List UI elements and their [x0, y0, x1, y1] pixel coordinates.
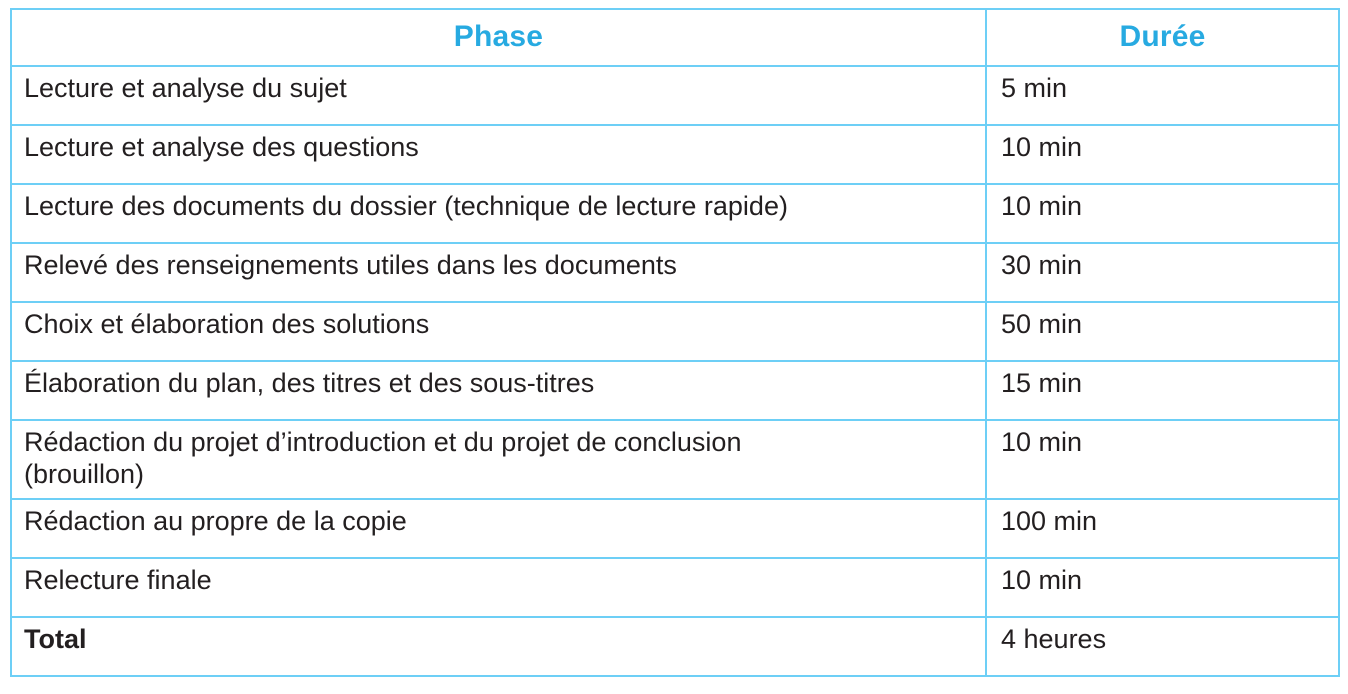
table-row: [11, 361, 1339, 420]
cell-phase: Élaboration du plan, des titres et des sous-titres: [11, 361, 986, 420]
table-row: [11, 558, 1339, 617]
cell-duree: 10 min: [986, 420, 1339, 499]
table-row: [11, 243, 1339, 302]
table-header: [11, 9, 1339, 66]
table-row-total: [11, 617, 1339, 676]
cell-duree-total: 4 heures: [986, 617, 1339, 676]
cell-phase: Rédaction au propre de la copie: [11, 499, 986, 558]
column-header-duree: Durée: [986, 9, 1339, 66]
cell-phase: Lecture des documents du dossier (technique de lecture rapide): [11, 184, 986, 243]
table-row: [11, 125, 1339, 184]
table-row: [11, 499, 1339, 558]
cell-phase-line1: Rédaction du projet d’introduction et du projet de conclusion: [24, 427, 742, 458]
cell-phase: Choix et élaboration des solutions: [11, 302, 986, 361]
cell-phase: Relecture finale: [11, 558, 986, 617]
cell-duree: 15 min: [986, 361, 1339, 420]
table-body: [11, 66, 1339, 676]
table-row: [11, 302, 1339, 361]
column-header-phase: Phase: [11, 9, 986, 66]
table-row: [11, 66, 1339, 125]
cell-phase: Lecture et analyse des questions: [11, 125, 986, 184]
cell-duree: 50 min: [986, 302, 1339, 361]
cell-duree: 100 min: [986, 499, 1339, 558]
cell-phase: [11, 420, 986, 499]
cell-duree: 30 min: [986, 243, 1339, 302]
table-row: [11, 420, 1339, 499]
cell-phase-line2: (brouillon): [24, 459, 145, 490]
cell-duree: 10 min: [986, 558, 1339, 617]
cell-phase: Lecture et analyse du sujet: [11, 66, 986, 125]
exam-phase-schedule-table: [10, 8, 1340, 677]
cell-phase-total: Total: [11, 617, 986, 676]
cell-phase: Relevé des renseignements utiles dans les documents: [11, 243, 986, 302]
cell-duree: 10 min: [986, 184, 1339, 243]
cell-duree: 10 min: [986, 125, 1339, 184]
table-header-row: [11, 9, 1339, 66]
table-row: [11, 184, 1339, 243]
cell-duree: 5 min: [986, 66, 1339, 125]
